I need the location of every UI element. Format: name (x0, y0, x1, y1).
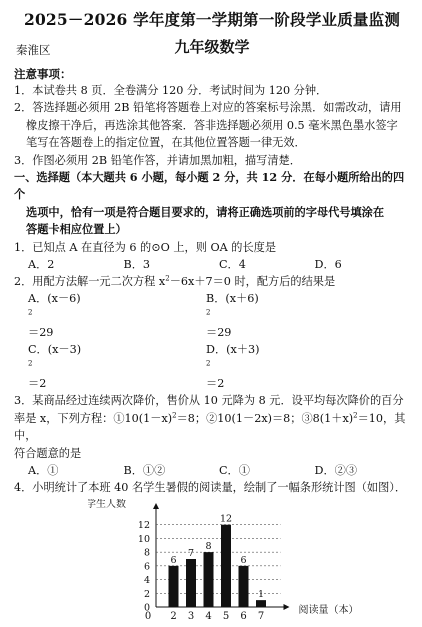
q1-stem: 1．已知点 A 在直径为 6 的⊙O 上，则 OA 的长度是 (14, 240, 277, 254)
bar (186, 559, 196, 607)
bar-chart (88, 499, 410, 627)
origin-label: 0 (144, 610, 152, 622)
data-label: 1 (257, 588, 265, 600)
q2-d-sup: 2 (206, 359, 211, 368)
y-tick-label: 0 (143, 602, 150, 613)
notice-item-3: 3．作图必须用 2B 铅笔作答，并请加黑加粗，描写清楚． (14, 153, 301, 167)
q3-l2c: ＝10，其中， (14, 411, 406, 443)
subject-title: 九年级数学 (174, 38, 250, 56)
x-axis-label: 阅读量（本） (298, 604, 359, 616)
q2-stem (14, 273, 410, 290)
q2-options-row2 (14, 341, 410, 392)
notice-item-2: 2．答选择题必须用 2B 铅笔将答题卷上对应的答案标号涂黑．如需改动，请用 (14, 101, 402, 115)
bar (204, 552, 214, 607)
data-label: 6 (240, 554, 247, 566)
y-tick-label: 8 (143, 547, 150, 559)
header-row (14, 36, 410, 62)
y-tick-label: 6 (143, 560, 150, 572)
q1-option-b: B．3 (123, 258, 151, 272)
bar-chart-svg (88, 499, 388, 623)
x-tick-label: 6 (240, 610, 247, 622)
y-axis-label: 学生人数 (88, 498, 126, 510)
q3-l2a: 率是 x，下列方程：①10(1－x) (14, 411, 173, 425)
q2-options-row1 (14, 290, 410, 341)
q2-d-pre: D．(x＋3) (206, 343, 260, 357)
q2-d-post: ＝2 (206, 377, 225, 391)
q2-a-sup: 2 (28, 308, 33, 317)
q2-sup: 2 (165, 274, 170, 283)
data-label: 8 (205, 540, 212, 552)
q3-options (14, 462, 410, 479)
x-tick-label: 3 (187, 610, 195, 622)
y-tick-label: 12 (137, 519, 150, 531)
bar (239, 565, 249, 606)
x-tick-label: 7 (257, 610, 265, 622)
q2-c-pre: C．(x－3) (28, 343, 82, 357)
x-tick-label: 4 (205, 610, 212, 622)
q3-option-d: D．②③ (314, 464, 358, 478)
q2-option-c (28, 341, 206, 392)
y-tick-label: 10 (137, 533, 150, 545)
q2-option-b (206, 290, 384, 341)
x-tick-label: 2 (170, 610, 177, 622)
bar (169, 565, 179, 606)
y-axis-arrow (153, 503, 159, 509)
y-tick-label: 2 (143, 588, 150, 600)
q3-stem: 3．某商品经过连续两次降价，售价从 10 元降为 8 元．设平均每次降价的百分 (14, 394, 404, 408)
q3-l2b: ＝8；②10(1－2x)＝8；③8(1＋x) (176, 411, 354, 425)
district-label: 秦淮区 (16, 43, 51, 57)
q3-option-c: C．① (219, 464, 250, 478)
section-heading: 一、选择题（本大题共 6 小题，每小题 2 分，共 12 分．在每小题所给出的四个 (14, 170, 405, 202)
q2-option-d (206, 341, 384, 392)
q1-option-d: D．6 (314, 258, 342, 272)
notice-item-2-cont2: 笔写在答题卷上的指定位置，在其他位置答题一律无效． (26, 136, 306, 150)
q3-stem-cont (14, 410, 410, 445)
x-tick-label: 5 (222, 610, 230, 622)
q3-stem-cont2: 符合题意的是 (14, 446, 82, 460)
data-label: 7 (187, 547, 195, 559)
bar (256, 600, 266, 607)
x-axis-arrow (284, 604, 290, 610)
q4-stem: 4．小明统计了本班 40 名学生暑假的阅读量，绘制了一幅条形统计图（如图）． (14, 481, 407, 495)
q2-stem-b: －6x＋7＝0 时，配方后的结果是 (169, 275, 336, 289)
q3-sup2: 2 (353, 411, 358, 420)
q3-option-b: B．①② (123, 464, 166, 478)
q3-option-a: A．① (28, 464, 59, 478)
exam-title: 2025－2026 学年度第一学期第一阶段学业质量监测 (23, 10, 401, 29)
q2-a-post: ＝29 (28, 326, 54, 340)
q1-option-a: A．2 (28, 258, 55, 272)
q3-sup1: 2 (172, 411, 177, 420)
q2-c-sup: 2 (28, 359, 33, 368)
q2-b-sup: 2 (206, 308, 211, 317)
q2-a-pre: A．(x－6) (28, 292, 81, 306)
section-heading-cont: 选项中，恰有一项是符合题目要求的，请将正确选项前的字母代号填涂在 (26, 204, 385, 219)
q2-option-a (28, 290, 206, 341)
q2-b-post: ＝29 (206, 326, 232, 340)
q2-c-post: ＝2 (28, 377, 47, 391)
q2-b-pre: B．(x＋6) (206, 292, 259, 306)
q1-options (14, 256, 410, 273)
notice-item-1: 1．本试卷共 8 页．全卷满分 120 分．考试时间为 120 分钟． (14, 84, 328, 97)
q1-option-c: C．4 (219, 258, 246, 272)
section-heading-cont2: 答题卡相应位置上） (26, 222, 127, 237)
y-tick-label: 4 (143, 574, 150, 586)
bar (221, 524, 231, 606)
notice-heading: 注意事项： (14, 67, 72, 81)
q2-stem-a: 2．用配方法解一元二次方程 x (14, 275, 166, 289)
data-label: 6 (170, 554, 177, 566)
data-label: 12 (219, 513, 233, 525)
notice-item-2-cont: 橡皮擦干净后，再选涂其他答案．答非选择题必须用 0.5 毫米黑色墨水签字 (26, 118, 398, 132)
